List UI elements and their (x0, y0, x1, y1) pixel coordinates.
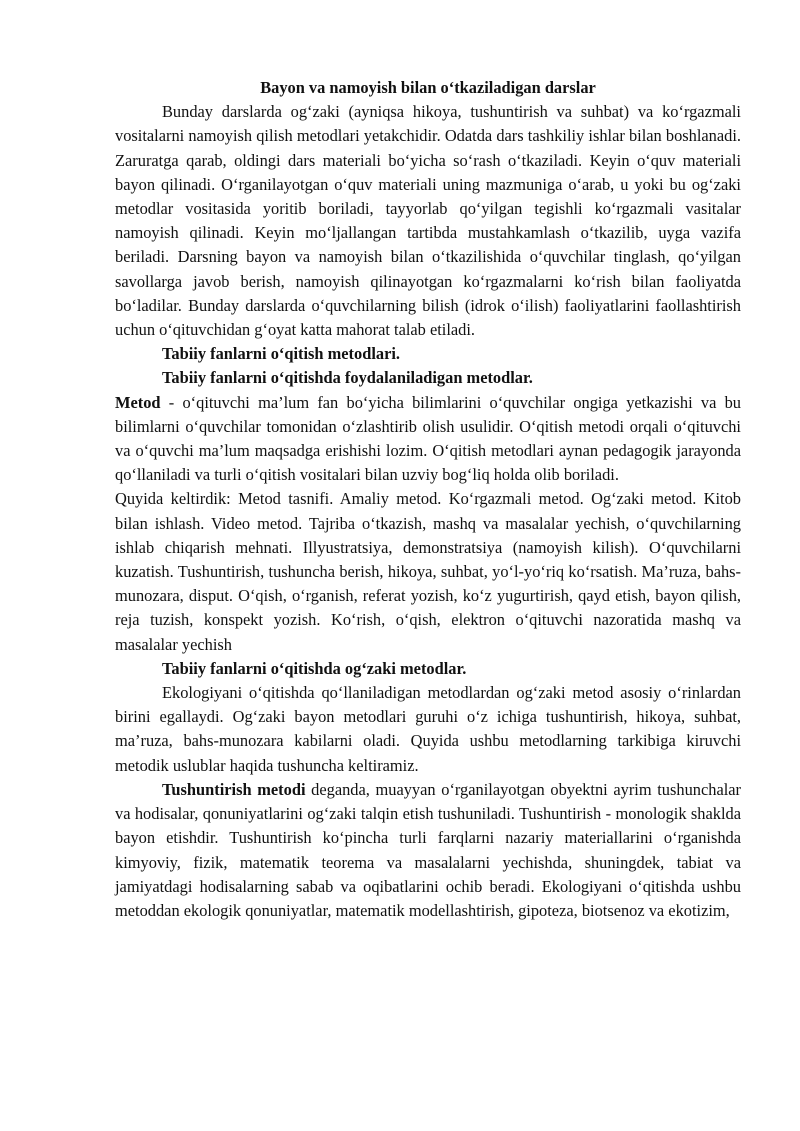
definition-text: - o‘qituvchi ma’lum fan bo‘yicha bilimlarini o‘quvchilar ongiga yetkazishi va bu bilimlarni o‘quvchilar tomonidan o‘zlashtirib olish usulidir. O‘qitish metodi orqali o‘qituvchi va o‘quvchi ma’lum maqsadga erishishi lozim. O‘qitish metodlari aynan pedagogik jarayonda qo‘llaniladi va turli o‘qitish vositalari bilan uzviy bog‘liq holda olib boriladi. (115, 392, 741, 485)
paragraph-method-list: Quyida keltirdik: Metod tasnifi. Amaliy metod. Ko‘rgazmali metod. Og‘zaki metod. Kitob bilan ishlash. Video metod. Tajriba o‘tkazish, mashq va masalalar yechish, o‘quvchilarning ishlab chiqarish mehnati. Illyustratsiya, demonstratsiya (namoyish kilish). O‘quvchilarni kuzatish. Tushuntirish, tushuncha berish, hikoya, suhbat, yo‘l-yo‘riq ko‘rsatish. Ma’ruza, bahs-munozara, disput. O‘qish, o‘rganish, referat yozish, ko‘z yugurtirish, qayd etish, bayon qilish, reja tuzish, konspekt yozish. Ko‘rish, o‘qish, elektron o‘qituvchi nazoratida mashq va masalalar yechish (115, 489, 741, 654)
paragraph-method-definition (115, 391, 741, 488)
document-title: Bayon va namoyish bilan o‘tkaziladigan darslar (260, 78, 596, 97)
paragraph-explanation-method (115, 778, 741, 923)
explanation-text: deganda, muayyan o‘rganilayotgan obyektni ayrim tushunchalar va hodisalar, qonuniyatlarini og‘zaki talqin etish tushuniladi. Tushuntirish - monologik shaklda bayon etishdir. Tushuntirish ko‘pincha turli farqlarni nazariy materiallarini o‘rganishda kimyoviy, fizik, matematik teorema va masalalarni yechishda, shuningdek, tabiat va jamiyatdagi hodisalarning sabab va oqibatlarini ochib beradi. Ekologiyani o‘qitishda ushbu metoddan ekologik qonuniyatlar, matematik modellashtirish, gipoteza, biotsenoz va ekotizim, (115, 779, 742, 920)
paragraph-intro: Bunday darslarda og‘zaki (ayniqsa hikoya, tushuntirish va suhbat) va ko‘rgazmali vositalarni namoyish qilish metodlari yetakchidir. Odatda dars tashkiliy ishlar bilan boshlanadi. Zaruratga qarab, oldingi dars materiali bo‘yicha so‘rash o‘tkaziladi. Keyin o‘quv materiali bayon qilinadi. O‘rganilayotgan o‘quv materiali uning mazmuniga o‘arab, u yoki bu og‘zaki metodlar vositasida yoritib boriladi, tayyorlab qo‘yilgan tegishli ko‘rgazmali vasitalar namoyish qilinadi. Keyin mo‘ljallangan tartibda mustahkamlash o‘tkazilib, uyga vazifa beriladi. Darsning bayon va namoyish bilan o‘tkazilishida o‘quvchilar tinglash, qo‘yilgan savollarga javob berish, namoyish qilinayotgan ko‘rgazmalarni ko‘rish bilan faoliyatda bo‘ladilar. Bunday darslarda o‘quvchilarning bilish (idrok o‘ilish) faoliyatlarini faollashtirish uchun o‘qituvchidan g‘oyat katta mahorat talab etiladi. (115, 102, 741, 340)
section-heading-used-methods: Tabiiy fanlarni o‘qitishda foydalaniladigan metodlar. (162, 368, 533, 388)
term-explanation-method: Tushuntirish metodi (162, 779, 306, 799)
term-metod: Metod (115, 392, 161, 412)
paragraph-oral-methods: Ekologiyani o‘qitishda qo‘llaniladigan metodlardan og‘zaki metod asosiy o‘rinlardan birini egallaydi. Og‘zaki bayon metodlari guruhi o‘z ichiga tushuntirish, hikoya, suhbat, ma’ruza, bahs-munozara kabilarni oladi. Quyida ushbu metodlarning tarkibiga kiruvchi metodik uslublar haqida tushuncha keltiramiz. (115, 683, 741, 775)
section-heading-methods: Tabiiy fanlarni o‘qitish metodlari. (162, 344, 400, 364)
document-page (115, 76, 741, 923)
section-heading-oral-methods: Tabiiy fanlarni o‘qitishda og‘zaki metodlar. (162, 658, 467, 678)
